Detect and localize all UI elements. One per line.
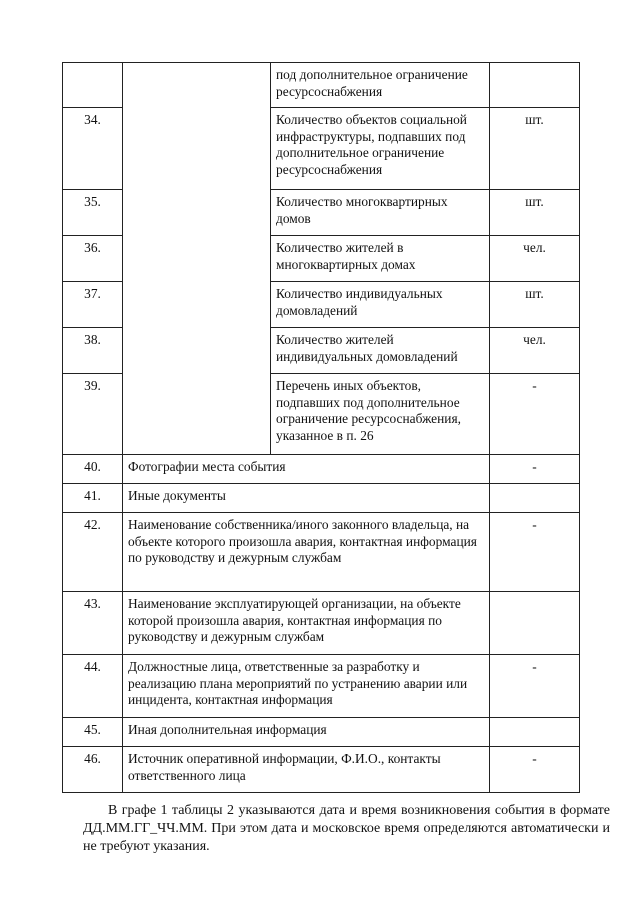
row-unit: - bbox=[490, 374, 580, 455]
row-number: 35. bbox=[63, 190, 123, 236]
row-description: Иная дополнительная информация bbox=[123, 718, 490, 747]
row-unit: - bbox=[490, 455, 580, 484]
row-description: Количество многоквартирных домов bbox=[271, 190, 490, 236]
table-row bbox=[63, 513, 580, 592]
row-unit bbox=[490, 484, 580, 513]
row-description: Иные документы bbox=[123, 484, 490, 513]
row-description: Перечень иных объектов, подпавших под дополнительное ограничение ресурсоснабжения, указанное в п. 26 bbox=[271, 374, 490, 455]
row-unit bbox=[490, 592, 580, 655]
table-row bbox=[63, 63, 580, 108]
row-number: 41. bbox=[63, 484, 123, 513]
row-description: Наименование собственника/иного законного владельца, на объекте которого произошла авария, контактная информация по руководству и дежурным службам bbox=[123, 513, 490, 592]
row-number: 45. bbox=[63, 718, 123, 747]
row-unit: шт. bbox=[490, 282, 580, 328]
row-unit: шт. bbox=[490, 190, 580, 236]
merged-group-cell bbox=[123, 63, 271, 455]
table-row bbox=[63, 747, 580, 793]
row-unit bbox=[490, 718, 580, 747]
row-unit: - bbox=[490, 655, 580, 718]
row-description: Источник оперативной информации, Ф.И.О., контакты ответственного лица bbox=[123, 747, 490, 793]
row-unit bbox=[490, 63, 580, 108]
row-number: 42. bbox=[63, 513, 123, 592]
row-description: Должностные лица, ответственные за разработку и реализацию плана мероприятий по устранению аварии или инцидента, контактная информация bbox=[123, 655, 490, 718]
row-number: 40. bbox=[63, 455, 123, 484]
row-number: 44. bbox=[63, 655, 123, 718]
row-unit: - bbox=[490, 747, 580, 793]
row-number bbox=[63, 63, 123, 108]
row-number: 43. bbox=[63, 592, 123, 655]
table-row bbox=[63, 718, 580, 747]
row-number: 39. bbox=[63, 374, 123, 455]
table-row bbox=[63, 592, 580, 655]
row-description: Наименование эксплуатирующей организации, на объекте которой произошла авария, контактная информация по руководству и дежурным службам bbox=[123, 592, 490, 655]
row-description: под дополнительное ограничение ресурсоснабжения bbox=[271, 63, 490, 108]
data-table bbox=[62, 62, 580, 793]
table-row bbox=[63, 655, 580, 718]
row-number: 37. bbox=[63, 282, 123, 328]
row-unit: шт. bbox=[490, 108, 580, 190]
row-description: Фотографии места события bbox=[123, 455, 490, 484]
row-unit: - bbox=[490, 513, 580, 592]
row-unit: чел. bbox=[490, 328, 580, 374]
table-row bbox=[63, 484, 580, 513]
row-number: 46. bbox=[63, 747, 123, 793]
row-number: 38. bbox=[63, 328, 123, 374]
row-number: 36. bbox=[63, 236, 123, 282]
table-row bbox=[63, 455, 580, 484]
row-description: Количество жителей в многоквартирных домах bbox=[271, 236, 490, 282]
row-description: Количество жителей индивидуальных домовладений bbox=[271, 328, 490, 374]
row-description: Количество индивидуальных домовладений bbox=[271, 282, 490, 328]
row-unit: чел. bbox=[490, 236, 580, 282]
footnote-paragraph: В графе 1 таблицы 2 указываются дата и время возникновения события в формате ДД.ММ.ГГ_ЧЧ.ММ. При этом дата и московское время определяются автоматически и не требуют указания. bbox=[83, 803, 610, 854]
row-number: 34. bbox=[63, 108, 123, 190]
row-description: Количество объектов социальной инфраструктуры, подпавших под дополнительное ограничение ресурсоснабжения bbox=[271, 108, 490, 190]
